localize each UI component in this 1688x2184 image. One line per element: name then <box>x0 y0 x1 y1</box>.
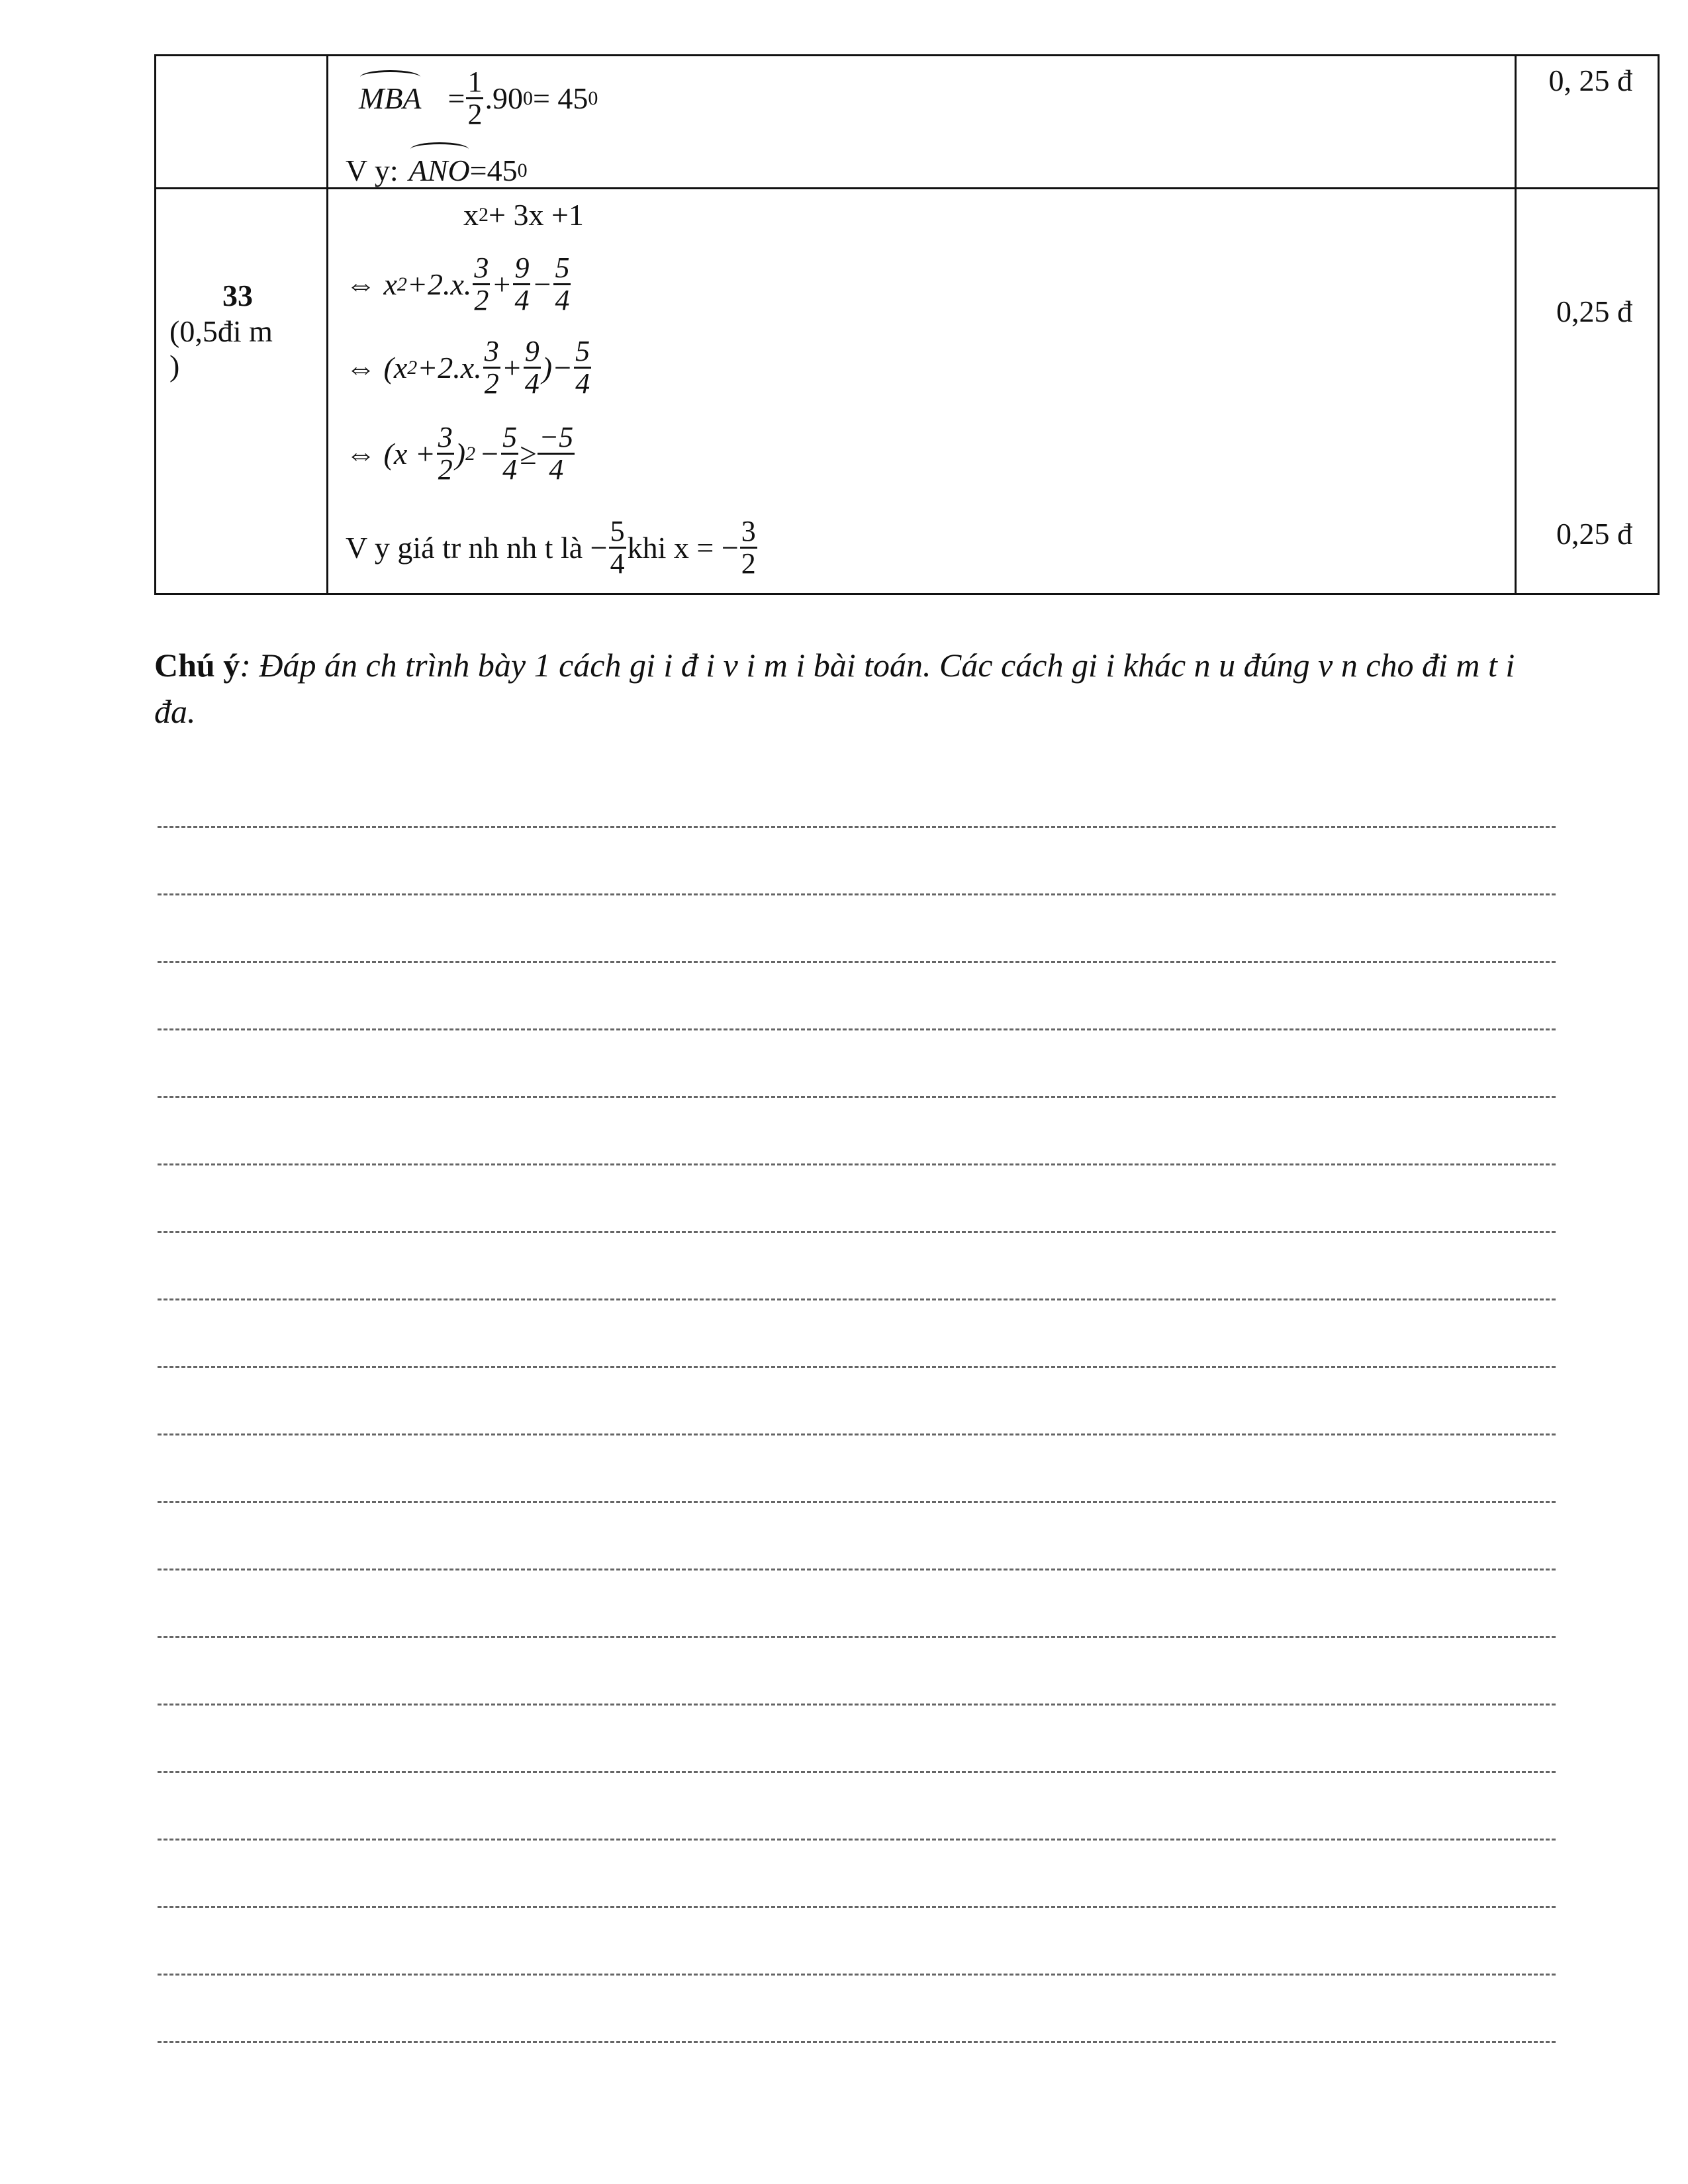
dotted-line <box>158 1974 1556 1976</box>
question-cell <box>156 56 328 189</box>
dotted-line <box>158 826 1556 828</box>
dotted-writing-lines <box>158 826 1556 2109</box>
question-cell <box>156 189 328 594</box>
dotted-line <box>158 1231 1556 1233</box>
angle-conclusion: V y: ANO =45 0 <box>346 154 528 187</box>
note-text: : Đáp án ch trình bày 1 cách gi i đ i v i m i bài toán. Các cách gi i khác n u đúng v n cho đi m t i đa. <box>154 647 1515 730</box>
step-2: ⇔ (x 2 +2.x. $\frac{3}{2}$ + $\frac{9}{4}$ ) − $\frac{5}{4}$ <box>346 335 590 400</box>
dotted-line <box>158 893 1556 895</box>
step-3: ⇔ (x + $\frac{3}{2}$ ) 2 − $\frac{5}{4}$ ≥ $\frac{-5}{4}$ <box>346 421 574 486</box>
question-number: 33 <box>222 279 253 312</box>
dotted-line <box>158 1569 1556 1570</box>
conclusion: V y giá tr nh nh t là − $\frac{5}{4}$ khi x = − $\frac{3}{2}$ <box>346 515 756 580</box>
dotted-line <box>158 961 1556 963</box>
question-points: (0,5đi m <box>169 314 273 348</box>
dotted-line <box>158 1704 1556 1706</box>
note-paragraph <box>154 642 1558 735</box>
solution-cell <box>328 189 1516 594</box>
score-value: 0,25 đ <box>1556 517 1632 551</box>
dotted-line <box>158 1636 1556 1638</box>
answer-table <box>154 54 1660 595</box>
dotted-line <box>158 1839 1556 1841</box>
dotted-line <box>158 1771 1556 1773</box>
angle-mba: MBA <box>359 81 422 115</box>
dotted-line <box>158 1501 1556 1503</box>
dotted-line <box>158 1433 1556 1435</box>
score-value: 0,25 đ <box>1556 295 1632 328</box>
dotted-line <box>158 1163 1556 1165</box>
dotted-line <box>158 1096 1556 1098</box>
angle-equation: MBA = $\frac{1}{2}$ .90 0 = 45 0 <box>359 66 598 130</box>
dotted-line <box>158 1366 1556 1368</box>
angle-ano: ANO <box>408 154 470 187</box>
dotted-line <box>158 2041 1556 2043</box>
score-value: 0, 25 đ <box>1548 64 1632 97</box>
fraction-half: $\frac{1}{2}$ <box>467 66 483 130</box>
table-row <box>156 56 1659 189</box>
score-cell <box>1516 56 1659 189</box>
question-points-cont: ) <box>169 349 180 383</box>
note-label: Chú ý <box>154 647 240 684</box>
table-row <box>156 189 1659 594</box>
solution-cell <box>328 56 1516 189</box>
dotted-line <box>158 1298 1556 1300</box>
dotted-line <box>158 1906 1556 1908</box>
score-cell <box>1516 189 1659 594</box>
expression: x 2 + 3x +1 <box>463 198 584 232</box>
step-1: ⇔ x 2 +2.x. $\frac{3}{2}$ + $\frac{9}{4}$ − $\frac{5}{4}$ <box>346 251 570 316</box>
dotted-line <box>158 1028 1556 1030</box>
